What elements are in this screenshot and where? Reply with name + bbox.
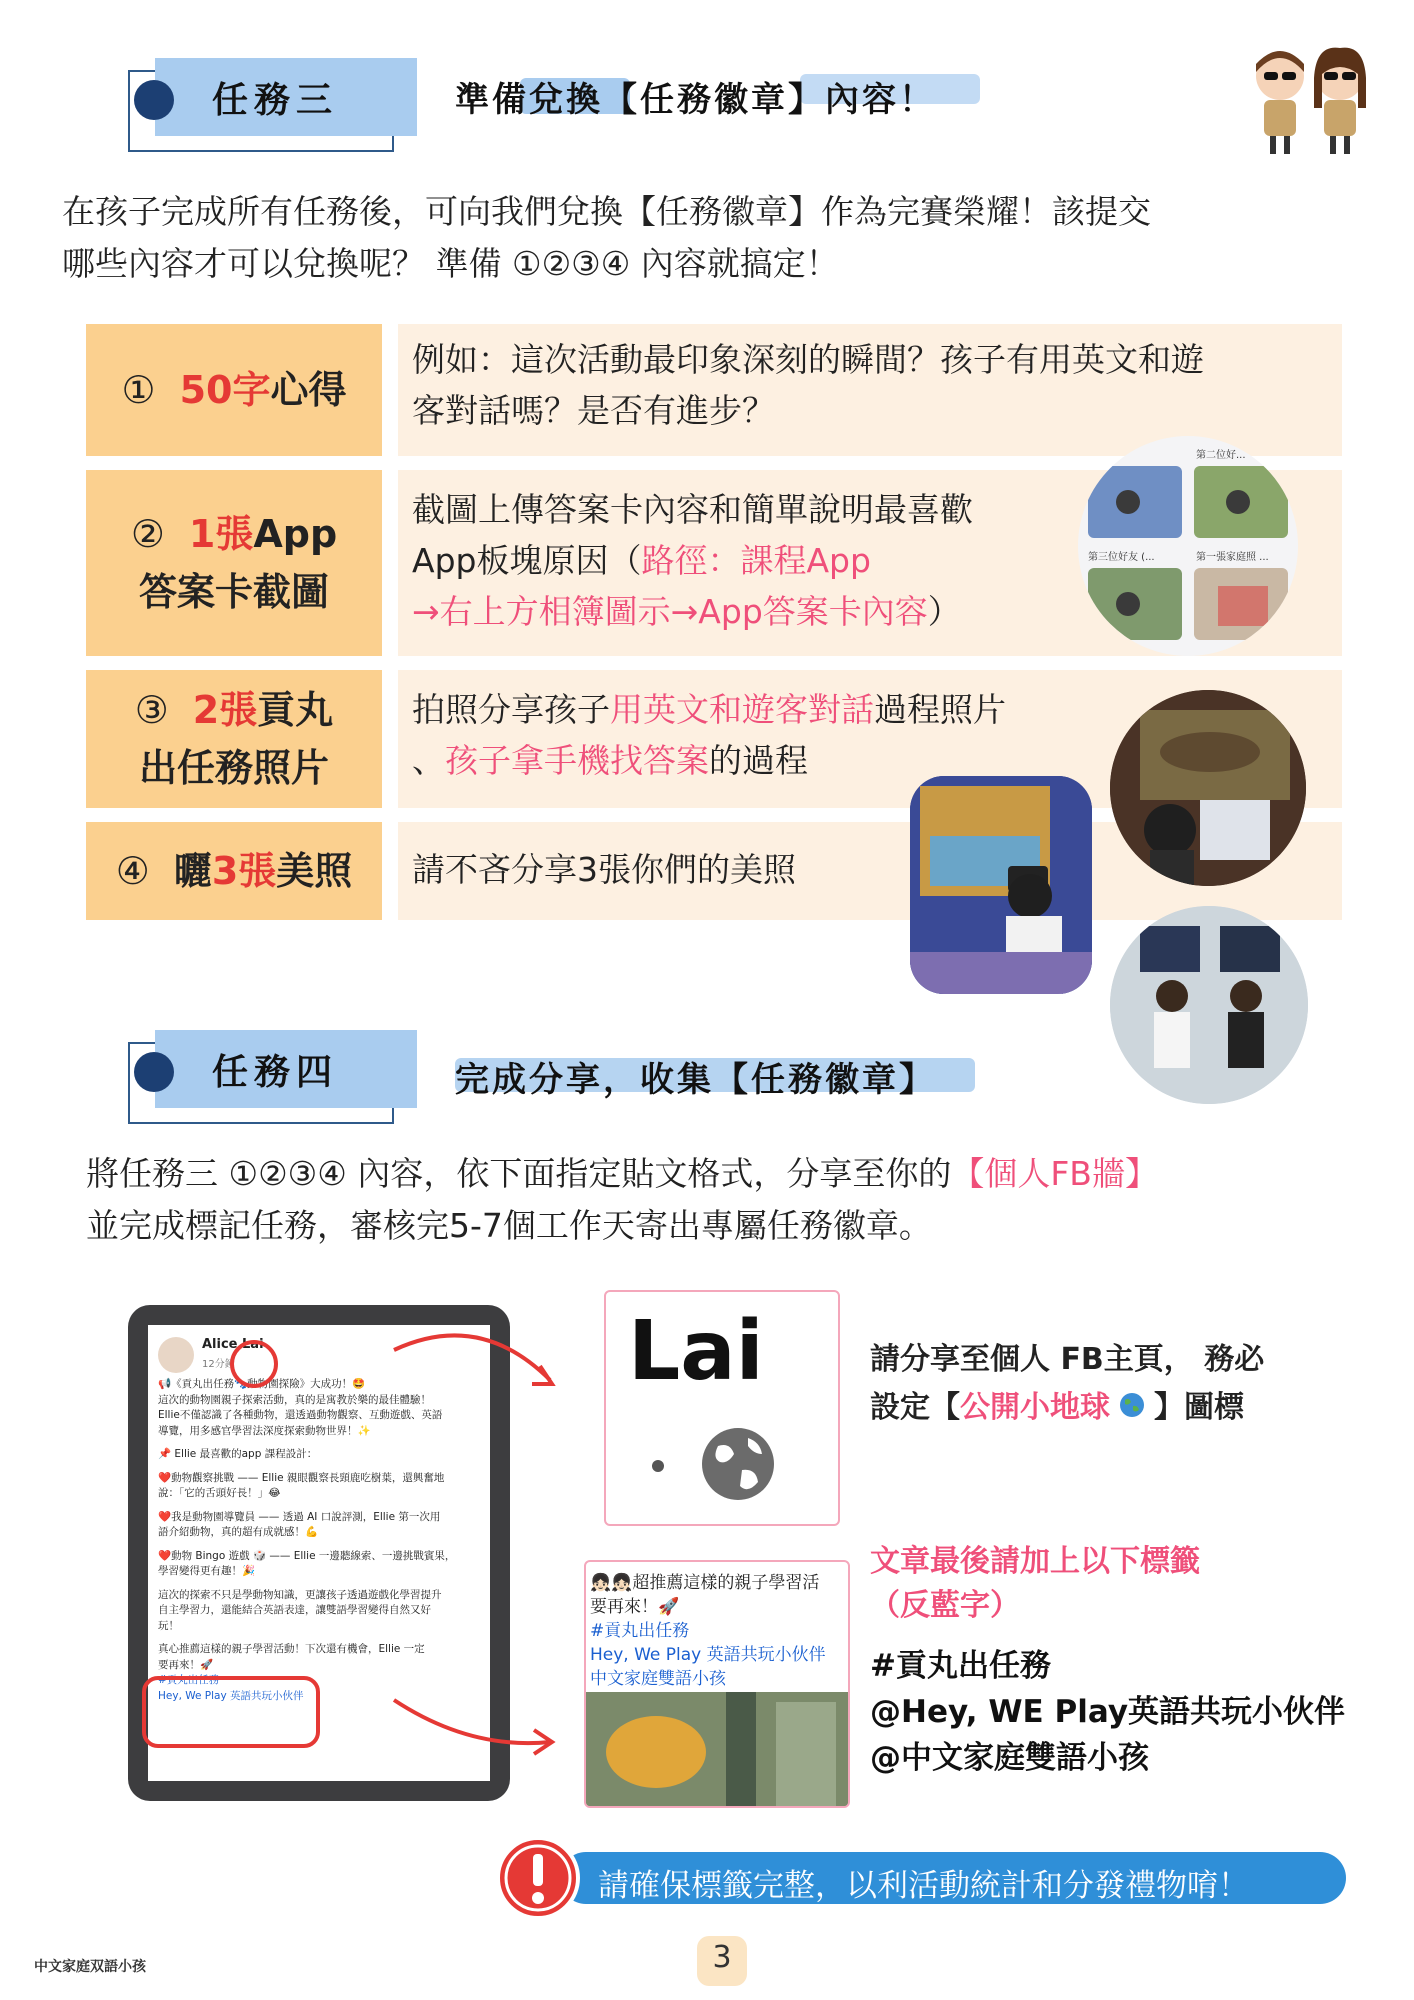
zoom-tag2[interactable]: Hey, We Play 英語共玩小伙伴 — [590, 1645, 826, 1665]
tags-highlight-box — [142, 1676, 320, 1748]
row3-line2: 出任務照片 — [138, 746, 329, 790]
task4-intro-line1a: 將任務三 ①②③④ 內容，依下面指定貼文格式，分享至你的 — [86, 1154, 952, 1193]
instruction-line2b: 公開小地球 — [960, 1390, 1110, 1425]
task4-label: 任務四 — [212, 1052, 339, 1093]
app-thumb-label-1: 第二位好... — [1196, 450, 1246, 461]
fb-line: 📢《貢丸出任務🐾動物園探險》大成功！🤩 — [158, 1378, 366, 1390]
row3-desc-line2b: 孩子拿手機找答案 — [445, 741, 709, 780]
fb-line: 語介紹動物，真的超有成就感！💪 — [158, 1526, 319, 1538]
row2-desc-line2b: 路徑：課程App — [641, 541, 871, 580]
couple-illustration — [1230, 38, 1390, 158]
instruction-line2a: 設定【 — [870, 1390, 960, 1425]
app-thumb-label-2: 第三位好友 (... — [1088, 552, 1155, 563]
instruction-line2 — [870, 1382, 1244, 1427]
row4-pre: 曬 — [173, 849, 212, 893]
task3-label: 任務三 — [212, 80, 339, 121]
tag-2: @Hey, WE Play英語共玩小伙伴 — [870, 1694, 1346, 1730]
row2-desc-line3b: ） — [927, 592, 961, 631]
row3-desc-line1c: 過程照片 — [874, 690, 1006, 729]
row3-desc-line2a: 、 — [412, 741, 445, 780]
fb-line: 要再來！🚀 — [158, 1658, 214, 1671]
row2-label — [86, 470, 382, 656]
task4-intro-line2: 並完成標記任務，審核完5-7個工作天寄出專屬任務徽章。 — [86, 1206, 932, 1245]
row4-label — [86, 822, 382, 920]
zoom-tag3[interactable]: 中文家庭雙語小孩 — [590, 1669, 726, 1689]
photo-two-girls-circle — [1110, 906, 1308, 1104]
task4-intro — [86, 1148, 1158, 1252]
instruction-line2c: 】圖標 — [1154, 1390, 1244, 1425]
footer-logo-text: 中文家庭双語小孩 — [34, 1959, 146, 1975]
row1-red: 50字 — [179, 368, 271, 412]
task3-header-dot — [134, 80, 174, 120]
task3-intro-line2: 哪些內容才可以兌換呢？ 準備 ①②③④ 內容就搞定！ — [62, 244, 839, 283]
fb-line: 📌 Ellie 最喜歡的app 課程設計： — [158, 1448, 318, 1460]
task3-intro-line1: 在孩子完成所有任務後，可向我們兌換【任務徽章】作為完賽榮耀！該提交 — [62, 192, 1151, 231]
zoom-dot — [652, 1460, 664, 1472]
zoom-photo — [586, 1692, 848, 1806]
zoom-globe-panel — [604, 1290, 840, 1526]
row3-rest: 貢丸 — [257, 688, 334, 732]
fb-line: 導覽，用多感官學習法深度探索動物世界！✨ — [158, 1424, 371, 1437]
row1-rest: 心得 — [270, 368, 347, 412]
fb-avatar — [158, 1337, 194, 1373]
fb-line: 真心推薦這樣的親子學習活動！下次還有機會，Ellie 一定 — [158, 1643, 425, 1655]
row2-num: ② — [130, 512, 165, 556]
task4-intro-line1b: 【個人FB牆】 — [951, 1154, 1158, 1193]
task4-title: 完成分享，收集【任務徽章】 — [455, 1060, 936, 1100]
task3-title: 準備兌換【任務徽章】內容！ — [455, 80, 936, 120]
row3-desc-line1b: 用英文和遊客對話 — [610, 690, 874, 729]
fb-tag-1[interactable]: #貢丸出任務 — [158, 1674, 220, 1686]
fb-line — [158, 1541, 488, 1549]
footer-logo — [34, 1956, 146, 1976]
fb-line — [158, 1580, 488, 1588]
fb-post-body — [158, 1377, 488, 1704]
tag-3: @中文家庭雙語小孩 — [870, 1740, 1149, 1776]
fb-line: 這次的探索不只是學動物知識，更讓孩子透過遊戲化學習提升 — [158, 1588, 442, 1601]
row2-red: 1張 — [188, 512, 254, 556]
fb-line: 說：「它的舌頭好長！」😂 — [158, 1487, 281, 1499]
fb-line: 這次的動物園親子探索活動，真的是寓教於樂的最佳體驗！ — [158, 1393, 431, 1406]
row4-num: ④ — [115, 849, 150, 893]
photo-gallery-phone — [910, 776, 1092, 994]
small-globe-icon — [1118, 1391, 1146, 1427]
zoom-tags-panel — [584, 1560, 850, 1808]
fb-line: ❤️動物 Bingo 遊戲 🎲 —— Ellie 一邊聽線索、一邊挑戰賓果， — [158, 1549, 456, 1562]
app-thumb-label-3: 第一張家庭照 ... — [1196, 552, 1269, 563]
row1-num: ① — [121, 368, 156, 412]
fb-line: Ellie不僅認識了各種動物，還透過動物觀察、互動遊戲、英語 — [158, 1409, 443, 1421]
zoom-name: Lai — [628, 1304, 764, 1399]
photo-museum-circle — [1110, 690, 1306, 886]
row4-rest: 美照 — [276, 849, 353, 893]
fb-post-time: 12分鐘 — [202, 1359, 235, 1370]
row2-desc-line1: 截圖上傳答案卡內容和簡單說明最喜歡 — [412, 490, 973, 529]
tags-title-1: 文章最後請加上以下標籤 — [870, 1544, 1200, 1579]
row1-desc-line1: 例如：這次活動最印象深刻的瞬間？孩子有用英文和遊 — [412, 340, 1204, 379]
arrow-to-tags — [390, 1690, 570, 1770]
fb-line: 自主學習力，還能結合英語表達，讓雙語學習變得自然又好 — [158, 1604, 431, 1616]
row1-label — [86, 324, 382, 456]
tag-1: #貢丸出任務 — [870, 1648, 1051, 1684]
row2-desc-line3a: →右上方相簿圖示→App答案卡內容 — [412, 592, 928, 631]
notice-text: 請確保標籤完整，以利活動統計和分發禮物唷！ — [598, 1868, 1249, 1904]
fb-line — [158, 1634, 488, 1642]
task4-header-dot — [134, 1052, 174, 1092]
row3-desc-line1a: 拍照分享孩子 — [412, 690, 610, 729]
row3-red: 2張 — [192, 688, 258, 732]
row4-desc-line1: 請不吝分享3張你們的美照 — [412, 850, 796, 889]
row2-desc-line2a: App板塊原因（ — [412, 541, 642, 580]
instruction-line1: 請分享至個人 FB主頁， 務必 — [870, 1342, 1265, 1377]
fb-line: 玩！ — [158, 1619, 179, 1632]
fb-line — [158, 1502, 488, 1510]
row3-num: ③ — [134, 688, 169, 732]
globe-highlight-circle — [230, 1340, 278, 1388]
row3-desc-line2c: 的過程 — [709, 741, 808, 780]
tags-title-2: （反藍字） — [870, 1588, 1020, 1623]
arrow-to-globe — [390, 1320, 570, 1400]
fb-line: ❤️動物觀察挑戰 —— Ellie 親眼觀察長頸鹿吃樹葉，還興奮地 — [158, 1471, 445, 1484]
fb-line: ❤️我是動物園導覽員 —— 透過 AI 口說評測，Ellie 第一次用 — [158, 1510, 441, 1523]
fb-line: 學習變得更有趣！🎉 — [158, 1565, 256, 1577]
page-number: 3 — [712, 1940, 732, 1975]
fb-poster-name: Alice Lai — [202, 1337, 264, 1352]
zoom-line1: 👧🏻👧🏻超推薦這樣的親子學習活 — [590, 1573, 820, 1593]
globe-icon — [698, 1424, 778, 1508]
fb-line — [158, 1463, 488, 1471]
fb-tag-2[interactable]: Hey, We Play 英語共玩小伙伴 — [158, 1689, 304, 1702]
row2-line2: 答案卡截圖 — [138, 570, 329, 614]
zoom-line2: 要再來！🚀 — [590, 1597, 680, 1617]
fb-line — [158, 1439, 488, 1447]
row4-red: 3張 — [211, 849, 277, 893]
row2-rest: App — [253, 512, 338, 556]
app-answer-card-collage — [1078, 436, 1298, 656]
row1-desc-line2: 客對話嗎？是否有進步？ — [412, 391, 775, 430]
row3-label — [86, 670, 382, 808]
warning-icon — [494, 1834, 582, 1926]
zoom-tag1[interactable]: #貢丸出任務 — [590, 1621, 690, 1641]
task3-intro — [62, 186, 1151, 290]
